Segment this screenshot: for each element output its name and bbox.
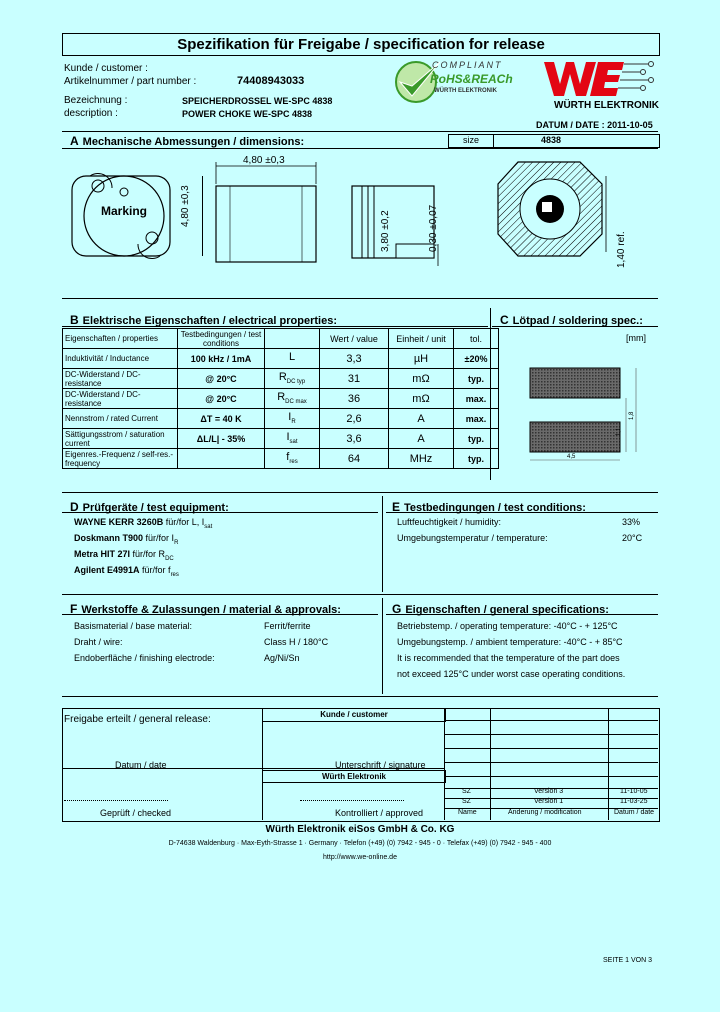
we-logo	[540, 56, 660, 114]
designation-label: Bezeichnung :	[64, 95, 128, 106]
row-symbol: $R_{DC typ}$	[265, 369, 320, 389]
row-unit: µH	[389, 349, 454, 369]
row-unit: mΩ	[389, 369, 454, 389]
approved-label: Kontrolliert / approved	[335, 808, 424, 818]
row-symbol: $R_{DC max}$	[265, 389, 320, 409]
row-symbol: L	[265, 349, 320, 369]
pad-dim-a: 1,1	[616, 427, 622, 436]
table-row	[63, 369, 499, 389]
footer-address: D-74638 Waldenburg · Max-Eyth-Strasse 1 · Germany · Telefon (+49) (0) 7942 - 945 - 0 · Telefax (+49) (0) 7942 - 945 - 400	[168, 840, 552, 847]
rev-header-date: Datum / date	[614, 809, 655, 816]
row-value: 2,6	[320, 409, 389, 429]
general-spec-line: Betriebstemp. / operating temperature: -40°C - + 125°C	[397, 621, 618, 631]
material-label: Basismaterial / base material:	[74, 621, 193, 631]
customer-header: Kunde / customer	[262, 708, 446, 722]
row-tol: max.	[454, 409, 499, 429]
row-value: 36	[320, 389, 389, 409]
we-logo-text: WÜRTH ELEKTRONIK	[554, 100, 659, 111]
row-unit: mΩ	[389, 389, 454, 409]
signature-label: Unterschrift / signature	[335, 760, 426, 770]
row-prop: Nennstrom / rated Current	[63, 409, 178, 429]
section-b-title: B Elektrische Eigenschaften / electrical properties:	[70, 313, 337, 327]
side-view-drawing	[210, 160, 330, 270]
row-unit: A	[389, 409, 454, 429]
row-prop: Eigenres.-Frequenz / self-res.-frequency	[63, 449, 178, 469]
dim-height: 4,80 ±0,3	[180, 185, 191, 227]
dim-thickness: 3,80 ±0,2	[380, 210, 391, 252]
rev-date: 11-03-25	[620, 798, 648, 805]
row-tol: max.	[454, 389, 499, 409]
header-conditions: Testbedingungen / test conditions	[178, 329, 265, 349]
footer-company: Würth Elektronik eiSos GmbH & Co. KG	[265, 824, 455, 835]
material-label: Draht / wire:	[74, 637, 123, 647]
table-row	[63, 449, 499, 469]
rev-date: 11-10-05	[620, 788, 648, 795]
test-condition-value: 20°C	[622, 533, 643, 543]
row-prop: DC-Widerstand / DC-resistance	[63, 389, 178, 409]
header-value: Wert / value	[320, 329, 389, 349]
material-label: Endoberfläche / finishing electrode:	[74, 653, 215, 663]
section-g-title: G Eigenschaften / general specifications:	[392, 602, 609, 616]
footer-url[interactable]: http://www.we-online.de	[323, 854, 397, 861]
row-tol: typ.	[454, 429, 499, 449]
page-number: SEITE 1 VON 3	[603, 957, 653, 964]
equipment-3: Metra HIT 27I für/for $R_{DC}$	[74, 549, 174, 562]
rev-name: SZ	[462, 788, 471, 795]
rohs-text: RoHS&REACh	[430, 72, 513, 86]
row-value: 3,3	[320, 349, 389, 369]
row-value: 3,6	[320, 429, 389, 449]
equipment-4: Agilent E4991A für/for $f_{res}$	[74, 565, 179, 578]
row-tol: typ.	[454, 369, 499, 389]
dim-pad: 0,30 ±0,07	[428, 204, 439, 252]
section-f-title: F Werkstoffe & Zulassungen / material & approvals:	[70, 602, 341, 616]
dim-ref: 1,40 ref.	[616, 231, 627, 268]
we-logo-icon	[540, 56, 660, 100]
row-prop: Sättigungsstrom / saturation current	[63, 429, 178, 449]
size-value: 4838	[541, 135, 562, 145]
material-value: Class H / 180°C	[264, 637, 329, 647]
row-unit: A	[389, 429, 454, 449]
row-unit: MHz	[389, 449, 454, 469]
row-tol: ±20%	[454, 349, 499, 369]
rev-header-change: Änderung / modification	[508, 809, 582, 816]
rohs-sub: WÜRTH ELEKTRONIK	[434, 88, 497, 94]
table-row	[63, 429, 499, 449]
date: DATUM / DATE : 2011-10-05	[536, 120, 653, 130]
revision-grid	[444, 708, 658, 820]
date-label: Datum / date	[115, 760, 167, 770]
rohs-logo	[388, 58, 530, 104]
general-spec-line: not exceed 125°C under worst case operating conditions.	[397, 669, 626, 679]
marking-text: Marking	[101, 204, 148, 218]
page-title: Spezifikation für Freigabe / specification for release	[62, 33, 660, 56]
table-header-row	[63, 329, 499, 349]
part-number-label: Artikelnummer / part number :	[64, 76, 197, 87]
electrical-properties-table	[62, 328, 499, 469]
test-condition-value: 33%	[622, 517, 641, 527]
bottom-view-drawing	[496, 156, 616, 266]
equipment-1: WAYNE KERR 3260B für/for L, $I_{sat}$	[74, 517, 213, 530]
row-cond: ΔL/L| - 35%	[178, 429, 265, 449]
equipment-2: Doskmann T900 für/for $I_R$	[74, 533, 179, 546]
customer-label: Kunde / customer :	[64, 63, 148, 74]
row-cond: 100 kHz / 1mA	[178, 349, 265, 369]
release-label: Freigabe erteilt / general release:	[64, 714, 211, 725]
section-e-title: E Testbedingungen / test conditions:	[392, 500, 586, 514]
header-tol: tol.	[454, 329, 499, 349]
table-row	[63, 389, 499, 409]
section-d-title: D Prüfgeräte / test equipment:	[70, 500, 229, 514]
general-spec-line: Umgebungstemp. / ambient temperature: -40°C - + 85°C	[397, 637, 623, 647]
test-condition-label: Luftfeuchtigkeit / humidity:	[397, 517, 502, 527]
rev-header-name: Name	[458, 809, 477, 816]
rohs-compliant: COMPLIANT	[432, 60, 503, 70]
we-header: Würth Elektronik	[262, 770, 446, 783]
material-value: Ferrit/ferrite	[264, 621, 311, 631]
general-spec-line: It is recommended that the temperature of the part does	[397, 653, 620, 663]
row-symbol: $I_{sat}$	[265, 429, 320, 449]
row-symbol: $f_{res}$	[265, 449, 320, 469]
row-symbol: $I_R$	[265, 409, 320, 429]
pad-dim-b: 1,8	[629, 411, 635, 420]
row-value: 64	[320, 449, 389, 469]
row-prop: DC-Widerstand / DC-resistance	[63, 369, 178, 389]
header-symbol	[265, 329, 320, 349]
row-cond: @ 20°C	[178, 369, 265, 389]
part-number: 74408943033	[237, 75, 305, 87]
dim-width: 4,80 ±0,3	[243, 155, 285, 166]
rev-name: SZ	[462, 798, 471, 805]
row-cond: @ 20°C	[178, 389, 265, 409]
description-label: description :	[64, 108, 118, 119]
designation: SPEICHERDROSSEL WE-SPC 4838	[182, 96, 333, 106]
test-condition-label: Umgebungstemperatur / temperature:	[397, 533, 548, 543]
row-prop: Induktivität / Inductance	[63, 349, 178, 369]
row-value: 31	[320, 369, 389, 389]
checked-label: Geprüft / checked	[100, 808, 172, 818]
header-properties: Eigenschaften / properties	[63, 329, 178, 349]
rev-change: Version 3	[534, 788, 564, 795]
pad-dim-c: 4,5	[567, 454, 576, 460]
table-row	[63, 409, 499, 429]
rev-change: Version 1	[534, 798, 564, 805]
header-unit: Einheit / unit	[389, 329, 454, 349]
section-a-title: A Mechanische Abmessungen / dimensions:	[70, 134, 305, 148]
table-row	[63, 349, 499, 369]
description: POWER CHOKE WE-SPC 4838	[182, 109, 313, 119]
size-box	[448, 134, 660, 148]
row-tol: typ.	[454, 449, 499, 469]
row-cond: ΔT = 40 K	[178, 409, 265, 429]
size-label: size	[463, 135, 480, 145]
soldering-unit: [mm]	[626, 333, 646, 343]
section-c-title: C Lötpad / soldering spec.:	[500, 313, 643, 327]
row-cond	[178, 449, 265, 469]
material-value: Ag/Ni/Sn	[264, 653, 300, 663]
